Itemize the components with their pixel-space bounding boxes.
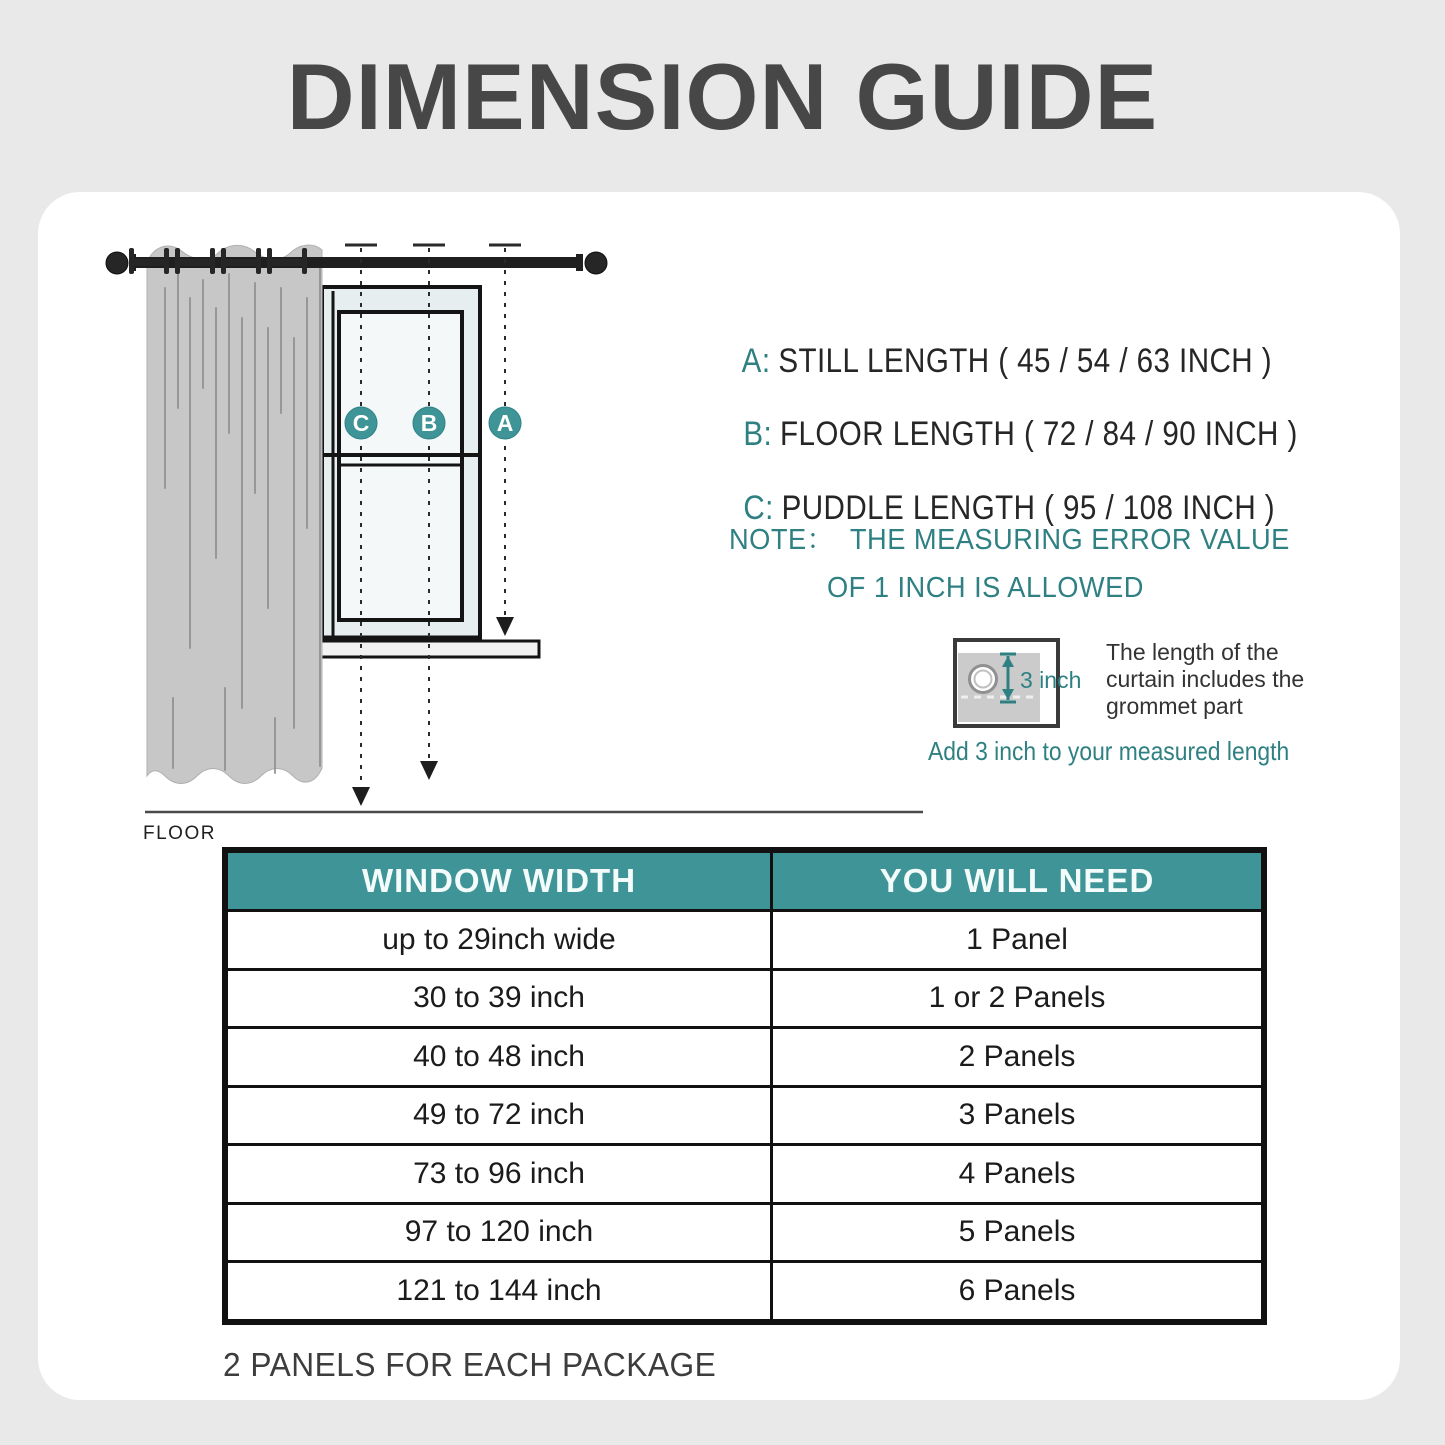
length-a-letter: A:: [741, 342, 771, 380]
badge-c: C: [352, 410, 370, 436]
table-row: [225, 1028, 1264, 1087]
panels-cell: 6 Panels: [772, 1262, 1265, 1322]
table-row: [225, 1145, 1264, 1204]
grommet-ring-icon: [970, 666, 997, 693]
window-sill: [315, 639, 539, 657]
window-width-header: WINDOW WIDTH: [225, 850, 772, 911]
panels-cell: 5 Panels: [772, 1203, 1265, 1262]
table-row: [225, 911, 1264, 970]
table-row: [225, 1203, 1264, 1262]
length-c-text: PUDDLE LENGTH ( 95 / 108 INCH ): [781, 489, 1276, 527]
panels-cell: 2 Panels: [772, 1028, 1265, 1087]
grommet-description: The length of the curtain includes the grommet part: [1106, 639, 1305, 719]
table-row: [225, 1086, 1264, 1145]
panels-cell: 1 or 2 Panels: [772, 969, 1265, 1028]
panels-cell: 3 Panels: [772, 1086, 1265, 1145]
length-b-text: FLOOR LENGTH ( 72 / 84 / 90 INCH ): [779, 415, 1298, 453]
badge-a: A: [496, 410, 514, 436]
badge-b: B: [420, 410, 438, 436]
panels-cell: 4 Panels: [772, 1145, 1265, 1204]
curtain-icon: [147, 245, 322, 783]
note-line-2: OF 1 INCH IS ALLOWED: [827, 572, 1144, 604]
window-width-cell: 49 to 72 inch: [225, 1086, 772, 1145]
window-width-cell: up to 29inch wide: [225, 911, 772, 970]
length-badges: [345, 407, 521, 439]
page-title: DIMENSION GUIDE: [286, 44, 1159, 149]
window-width-cell: 30 to 39 inch: [225, 969, 772, 1028]
window-width-cell: 97 to 120 inch: [225, 1203, 772, 1262]
length-c-letter: C:: [743, 489, 774, 527]
table-row: [225, 969, 1264, 1028]
table-header-row: [225, 850, 1264, 911]
three-inch-label: 3 inch: [1020, 667, 1082, 693]
package-note: 2 PANELS FOR EACH PACKAGE: [223, 1346, 717, 1383]
you-will-need-header: YOU WILL NEED: [772, 850, 1265, 911]
window-width-cell: 121 to 144 inch: [225, 1262, 772, 1322]
window-illustration: [322, 287, 480, 640]
grommet-diagram: [950, 636, 1120, 736]
floor-label: FLOOR: [143, 823, 216, 844]
note-line-1: NOTE： THE MEASURING ERROR VALUE: [729, 524, 1290, 556]
length-a-text: STILL LENGTH ( 45 / 54 / 63 INCH ): [778, 342, 1273, 380]
panel-count-table: [222, 847, 1267, 1325]
panels-cell: 1 Panel: [772, 911, 1265, 970]
window-width-cell: 73 to 96 inch: [225, 1145, 772, 1204]
window-width-cell: 40 to 48 inch: [225, 1028, 772, 1087]
table-row: [225, 1262, 1264, 1322]
grommet-tip: Add 3 inch to your measured length: [928, 736, 1290, 766]
length-b-letter: B:: [743, 415, 773, 453]
